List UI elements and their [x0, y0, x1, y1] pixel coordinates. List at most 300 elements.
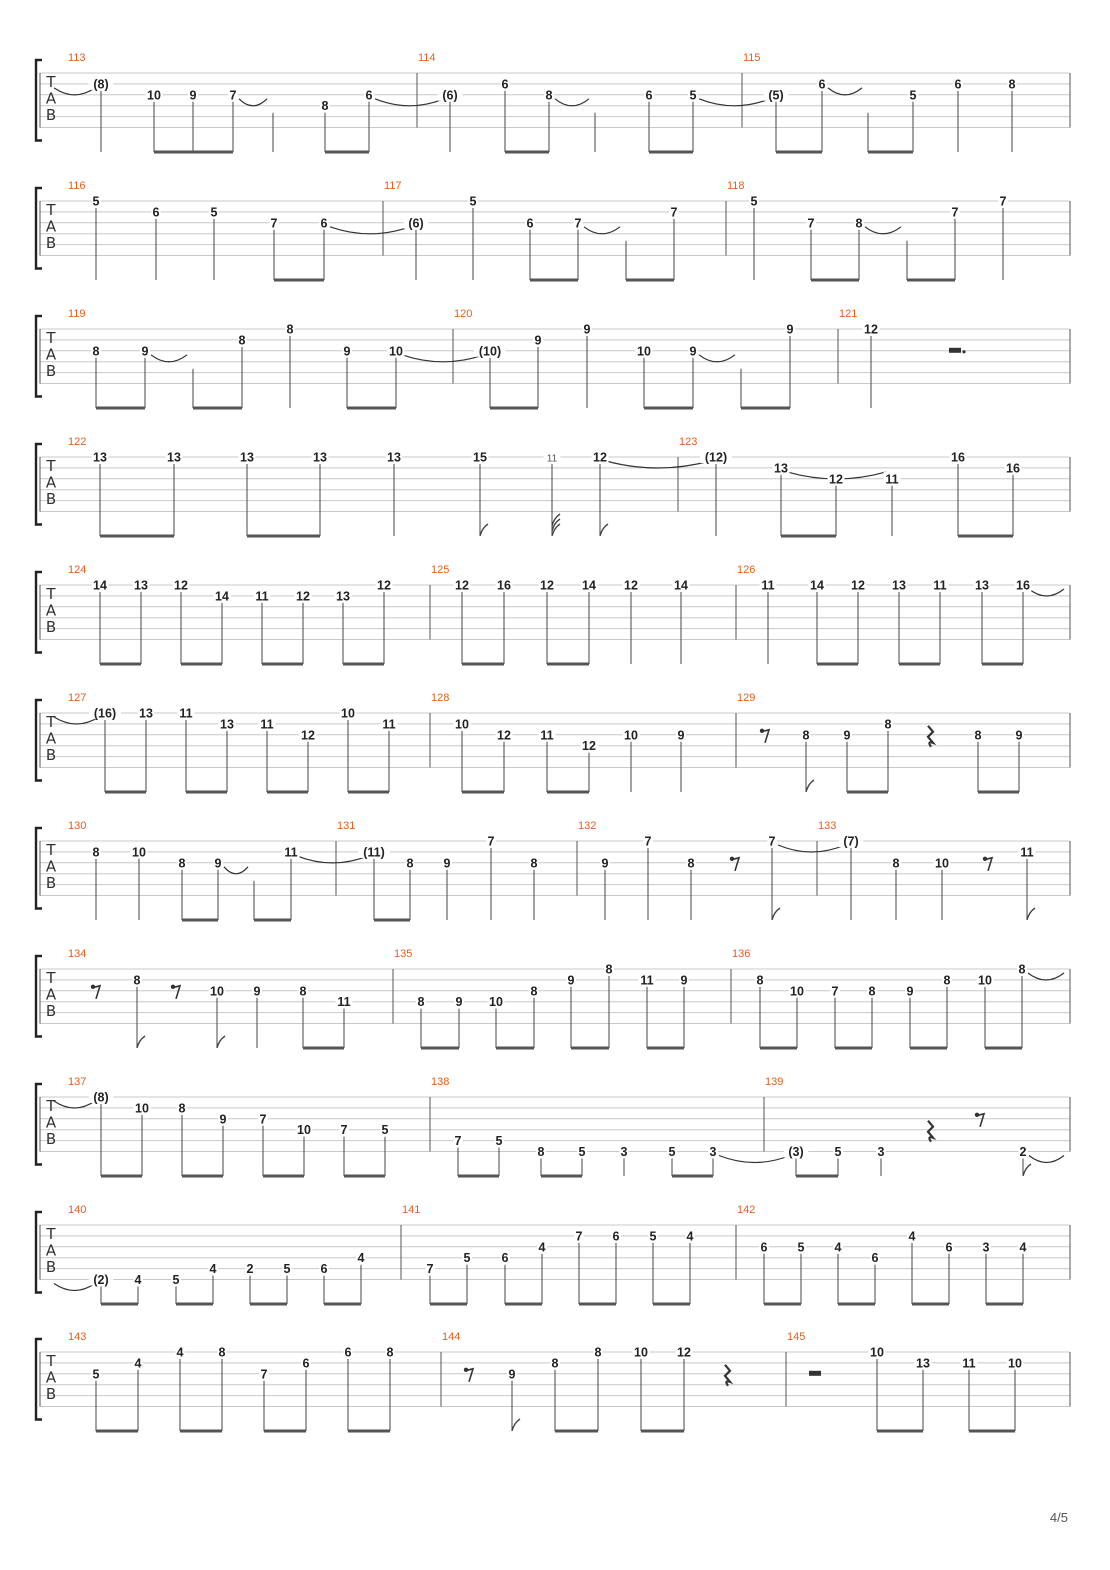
fret-number: 7	[807, 216, 815, 231]
fret-number: 7	[259, 1112, 267, 1127]
measure-number: 135	[394, 948, 413, 960]
fret-number: 8	[417, 995, 425, 1010]
fret-number: 9	[677, 728, 685, 743]
measure-number: 113	[68, 52, 86, 64]
fret-number: 4	[538, 1240, 546, 1255]
rest-dot	[962, 350, 965, 353]
fret-number: 8	[92, 344, 100, 359]
fret-number: 8	[943, 973, 951, 988]
fret-number: 8	[406, 856, 414, 871]
tab-clef-letter: A	[45, 857, 57, 876]
tab-clef-letter: B	[45, 746, 57, 764]
fret-number: 13	[167, 450, 181, 465]
fret-number: 13	[240, 450, 254, 465]
measure-number: 131	[337, 820, 356, 832]
fret-number: 9	[689, 344, 697, 359]
fret-number: 8	[133, 973, 141, 988]
fret-number: 6	[320, 1262, 328, 1277]
fret-number: 9	[567, 973, 575, 988]
fret-number: 8	[545, 88, 553, 103]
fret-number: 12	[296, 589, 310, 604]
tab-clef-letter: B	[45, 490, 57, 508]
fret-number: 9	[1015, 728, 1023, 743]
fret-number: 14	[93, 578, 107, 593]
measure-number: 138	[431, 1076, 450, 1088]
fret-number: (6)	[442, 88, 458, 103]
measure-number: 124	[68, 564, 87, 576]
measure-number: 122	[68, 436, 87, 448]
tie-arc	[375, 99, 444, 106]
fret-number: 10	[634, 1345, 648, 1360]
tab-clef-letter: B	[45, 874, 57, 892]
fret-number: 7	[670, 205, 678, 220]
measure-number: 118	[727, 180, 745, 192]
tie-arc	[778, 845, 845, 852]
fret-number: 11	[640, 973, 654, 988]
fret-number: 16	[1006, 461, 1020, 476]
fret-number: 10	[1008, 1356, 1022, 1371]
quarter-rest	[928, 1121, 933, 1142]
fret-number: (3)	[788, 1145, 804, 1159]
tab-clef-letter: T	[46, 1352, 56, 1370]
fret-number: 5	[834, 1145, 842, 1159]
eighth-rest	[731, 858, 739, 871]
fret-number: 7	[260, 1367, 268, 1382]
fret-number: (12)	[704, 450, 728, 465]
fret-number: 4	[686, 1229, 694, 1244]
fret-number: 7	[768, 834, 776, 849]
fret-number: 9	[843, 728, 851, 743]
fret-number: 16	[497, 578, 511, 593]
fret-number: 16	[1016, 578, 1030, 593]
fret-number: 5	[668, 1145, 676, 1159]
fret-number: 13	[93, 450, 107, 465]
fret-number: 10	[870, 1345, 884, 1360]
tab-system	[36, 1331, 1070, 1431]
fret-number: 4	[357, 1251, 365, 1266]
fret-number: 7	[574, 216, 582, 231]
tie-arc	[1029, 589, 1064, 596]
tab-clef-letter: A	[45, 345, 57, 364]
fret-number: 9	[343, 344, 351, 359]
measure-number: 114	[418, 52, 436, 64]
fret-number: 5	[750, 194, 758, 209]
fret-number: 7	[229, 88, 237, 103]
fret-number: 4	[834, 1240, 842, 1255]
system-bracket	[36, 956, 42, 1037]
system-bracket	[36, 828, 42, 909]
fret-number: 12	[377, 578, 391, 593]
fret-number: 9	[601, 856, 609, 871]
tab-clef-letter: B	[45, 1258, 57, 1276]
fret-number: 6	[526, 216, 534, 231]
fret-number: 3	[709, 1145, 717, 1159]
tab-system	[36, 948, 1070, 1048]
tab-system	[36, 1076, 1070, 1176]
tab-clef-letter: A	[45, 985, 57, 1004]
tab-clef-letter: A	[45, 1241, 57, 1260]
fret-number: 11	[885, 472, 899, 487]
fret-number: 9	[141, 344, 149, 359]
fret-number: 10	[455, 717, 469, 732]
tab-clef-letter: A	[45, 473, 57, 492]
fret-number: 12	[174, 578, 188, 593]
tab-clef-letter: T	[46, 201, 56, 219]
eighth-rest	[976, 1114, 984, 1127]
note-flag	[480, 524, 488, 536]
tab-clef-letter: A	[45, 89, 57, 108]
fret-number: 10	[790, 984, 804, 999]
fret-number: 8	[238, 333, 246, 348]
note-flag	[1027, 908, 1035, 920]
fret-number: 5	[92, 1367, 100, 1382]
fret-number: 8	[92, 845, 100, 860]
tie-arc	[828, 88, 862, 95]
system-bracket	[36, 1339, 42, 1420]
fret-number: 8	[537, 1145, 545, 1159]
measure-number: 143	[68, 1331, 87, 1343]
fret-number: 8	[321, 99, 329, 114]
tab-clef-letter: A	[45, 729, 57, 748]
fret-number: 8	[386, 1345, 394, 1360]
fret-number: 12	[624, 578, 638, 593]
fret-number: 13	[975, 578, 989, 593]
tie-arc	[1029, 1156, 1064, 1163]
tab-system	[36, 1204, 1070, 1304]
note-flag	[217, 1036, 225, 1048]
fret-number: 5	[210, 205, 218, 220]
measure-number: 141	[402, 1204, 421, 1216]
tab-clef-letter: B	[45, 618, 57, 636]
measure-number: 115	[743, 52, 761, 64]
tie-arc	[224, 867, 248, 874]
fret-number: 8	[1018, 962, 1026, 977]
fret-number: 10	[341, 706, 355, 721]
fret-number: 9	[786, 322, 794, 337]
fret-number: 13	[134, 578, 148, 593]
measure-number: 127	[68, 692, 87, 704]
fret-number: 13	[313, 450, 327, 465]
fret-number: 4	[908, 1229, 916, 1244]
tie-arc	[297, 856, 368, 863]
measure-number: 133	[818, 820, 837, 832]
fret-number: 2	[1019, 1145, 1027, 1159]
fret-number: 5	[469, 194, 477, 209]
fret-number: 8	[1008, 77, 1016, 92]
fret-number: 3	[877, 1145, 885, 1159]
fret-number: 5	[463, 1251, 471, 1266]
tab-clef-letter: A	[45, 1113, 57, 1132]
measure-number: 119	[68, 308, 86, 320]
fret-number: 4	[1019, 1240, 1027, 1255]
tab-clef-letter: A	[45, 217, 57, 236]
fret-number: (11)	[363, 845, 385, 860]
fret-number: 9	[583, 322, 591, 337]
fret-number: 6	[612, 1229, 620, 1244]
fret-number: 12	[455, 578, 469, 593]
quarter-rest	[725, 1365, 730, 1386]
tab-clef-letter: B	[45, 1130, 57, 1148]
fret-number: 6	[501, 77, 509, 92]
fret-number: 7	[270, 216, 278, 231]
note-flag	[806, 780, 814, 792]
tab-clef-letter: T	[46, 329, 56, 347]
system-bracket	[36, 700, 42, 781]
fret-number: 2	[246, 1262, 254, 1277]
tab-clef-letter: T	[46, 585, 56, 603]
fret-number: 8	[687, 856, 695, 871]
fret-number: 12	[497, 728, 511, 743]
measure-number: 116	[68, 180, 86, 192]
measure-number: 137	[68, 1076, 87, 1088]
fret-number: 11	[540, 728, 554, 743]
fret-number: 4	[134, 1273, 142, 1287]
tab-system	[36, 564, 1070, 664]
fret-number: 8	[551, 1356, 559, 1371]
fret-number: 10	[978, 973, 992, 988]
fret-number: 10	[489, 995, 503, 1010]
fret-number: 5	[649, 1229, 657, 1244]
tab-clef-letter: T	[46, 841, 56, 859]
fret-number: 11	[255, 589, 269, 604]
fret-number: 7	[454, 1134, 462, 1149]
page-number: 4/5	[1049, 1510, 1068, 1525]
fret-number: 5	[381, 1123, 389, 1138]
fret-number: 16	[951, 450, 965, 465]
fret-number: 11	[962, 1356, 976, 1371]
fret-number: 8	[299, 984, 307, 999]
measure-number: 121	[839, 308, 858, 320]
tab-clef-letter: T	[46, 1097, 56, 1115]
tab-clef-letter: B	[45, 362, 57, 380]
fret-number: 11	[260, 717, 274, 732]
fret-number: 12	[677, 1345, 691, 1360]
note-flag	[1023, 1164, 1031, 1176]
fret-number: 3	[982, 1240, 990, 1255]
fret-number: 6	[501, 1251, 509, 1266]
tie-arc	[606, 461, 710, 468]
tie-arc	[584, 227, 620, 234]
measure-number: 132	[578, 820, 597, 832]
fret-number: 11	[284, 845, 298, 860]
fret-number: (5)	[768, 88, 784, 103]
tab-clef-letter: T	[46, 969, 56, 987]
fret-number: 9	[253, 984, 261, 999]
fret-number: 8	[530, 856, 538, 871]
system-bracket	[36, 60, 42, 141]
fret-number: 8	[868, 984, 876, 999]
fret-number: 4	[209, 1262, 217, 1277]
fret-number: 6	[954, 77, 962, 92]
tab-clef-letter: A	[45, 601, 57, 620]
half-rest	[809, 1371, 821, 1376]
fret-number: 12	[582, 739, 596, 754]
fret-number: 8	[530, 984, 538, 999]
fret-number: 8	[178, 1101, 186, 1116]
fret-number: 6	[818, 77, 826, 92]
fret-number: 9	[219, 1112, 227, 1127]
system-bracket	[36, 188, 42, 269]
tab-system	[36, 820, 1070, 920]
fret-number: 5	[797, 1240, 805, 1255]
fret-number: 10	[624, 728, 638, 743]
note-flag	[772, 908, 780, 920]
tab-clef-letter: T	[46, 73, 56, 91]
system-bracket	[36, 316, 42, 397]
tie-arc	[699, 355, 735, 362]
system-bracket	[36, 444, 42, 525]
fret-number: 13	[139, 706, 153, 721]
fret-number: 11	[933, 578, 947, 593]
eighth-rest	[984, 858, 992, 871]
measure-number: 130	[68, 820, 87, 832]
tie-arc	[330, 227, 410, 234]
tab-clef-letter: T	[46, 713, 56, 731]
system-bracket	[36, 1084, 42, 1165]
fret-number: 14	[215, 589, 229, 604]
fret-number: 7	[340, 1123, 348, 1138]
measure-number: 125	[431, 564, 450, 576]
fret-number: 11	[382, 717, 396, 732]
fret-number: 10	[637, 344, 651, 359]
fret-number: 6	[365, 88, 373, 103]
fret-number: 7	[999, 194, 1007, 209]
fret-number: 13	[916, 1356, 930, 1371]
fret-number: (10)	[478, 344, 502, 359]
measure-number: 126	[737, 564, 756, 576]
tie-arc	[1028, 973, 1064, 980]
fret-number: 13	[892, 578, 906, 593]
fret-number: 5	[689, 88, 697, 103]
measure-number: 144	[442, 1331, 461, 1343]
fret-number: 7	[575, 1229, 583, 1244]
tie-arc	[239, 99, 267, 106]
fret-number: 12	[829, 472, 843, 487]
fret-number: 13	[336, 589, 350, 604]
eighth-rest	[761, 730, 769, 743]
note-flag	[600, 524, 608, 536]
measure-number: 123	[679, 436, 698, 448]
quarter-rest	[928, 726, 933, 747]
system-bracket	[36, 572, 42, 653]
fret-number: 8	[802, 728, 810, 743]
fret-number: 8	[178, 856, 186, 871]
half-rest	[949, 348, 961, 353]
fret-number: 14	[810, 578, 824, 593]
fret-number: 5	[92, 194, 100, 209]
tab-system	[36, 52, 1070, 152]
fret-number: 6	[945, 1240, 953, 1255]
tab-clef-letter: T	[46, 457, 56, 475]
fret-number: (16)	[93, 706, 117, 721]
fret-number: 10	[135, 1101, 149, 1116]
tab-clef-letter: B	[45, 106, 57, 124]
fret-number: 6	[760, 1240, 768, 1255]
fret-number: 11	[337, 995, 351, 1010]
fret-number: 6	[645, 88, 653, 103]
tab-clef-letter: B	[45, 234, 57, 252]
measure-number: 120	[454, 308, 473, 320]
fret-number: 6	[871, 1251, 879, 1266]
fret-number: 12	[540, 578, 554, 593]
fret-number: 8	[855, 216, 863, 231]
fret-number: 12	[301, 728, 315, 743]
eighth-rest	[172, 986, 180, 999]
tie-arc	[555, 99, 589, 106]
fret-number: 5	[495, 1134, 503, 1149]
system-bracket	[36, 1212, 42, 1293]
fret-number: 8	[594, 1345, 602, 1360]
fret-number: 5	[172, 1273, 180, 1287]
fret-number: 5	[283, 1262, 291, 1277]
fret-number: 13	[220, 717, 234, 732]
fret-number: 15	[473, 450, 487, 465]
tab-clef-letter: B	[45, 1002, 57, 1020]
eighth-rest	[465, 1369, 473, 1382]
tab-system	[36, 436, 1070, 536]
tie-arc	[865, 227, 901, 234]
tie-arc	[151, 355, 187, 362]
fret-number: 7	[487, 834, 495, 849]
fret-number: 9	[906, 984, 914, 999]
fret-number: 9	[189, 88, 197, 103]
fret-number: 14	[674, 578, 688, 593]
measure-number: 139	[765, 1076, 784, 1088]
fret-number: 10	[389, 344, 403, 359]
fret-number: 4	[134, 1356, 142, 1371]
measure-number: 142	[737, 1204, 756, 1216]
fret-number: 6	[344, 1345, 352, 1360]
fret-number: 11	[761, 578, 775, 593]
fret-number: 7	[644, 834, 652, 849]
fret-number: (2)	[93, 1273, 109, 1287]
fret-number: 3	[620, 1145, 628, 1159]
tab-system	[36, 692, 1070, 792]
fret-number: 11	[179, 706, 193, 721]
fret-number: 11	[1020, 845, 1034, 860]
measure-number: 140	[68, 1204, 87, 1216]
note-flag	[512, 1419, 520, 1431]
fret-number: 7	[426, 1262, 434, 1277]
fret-number: 12	[864, 322, 878, 337]
fret-number: 10	[210, 984, 224, 999]
fret-number: 9	[508, 1367, 516, 1382]
fret-number: 9	[214, 856, 222, 871]
fret-number: 13	[774, 461, 788, 476]
fret-number: 8	[605, 962, 613, 977]
fret-number: (8)	[93, 77, 109, 92]
fret-number: 9	[443, 856, 451, 871]
fret-number: 11	[546, 453, 558, 465]
tie-arc	[402, 355, 484, 362]
fret-number: 8	[892, 856, 900, 871]
fret-number: 8	[756, 973, 764, 988]
fret-number: 10	[297, 1123, 311, 1138]
tab-system	[36, 308, 1070, 408]
measure-number: 145	[787, 1331, 806, 1343]
fret-number: 8	[884, 717, 892, 732]
fret-number: 6	[320, 216, 328, 231]
tab-clef-letter: A	[45, 1368, 57, 1387]
fret-number: 5	[909, 88, 917, 103]
fret-number: 12	[593, 450, 607, 465]
fret-number: 7	[951, 205, 959, 220]
note-flag	[137, 1036, 145, 1048]
fret-number: 14	[582, 578, 596, 593]
fret-number: 5	[578, 1145, 586, 1159]
fret-number: 12	[851, 578, 865, 593]
fret-number: 13	[387, 450, 401, 465]
